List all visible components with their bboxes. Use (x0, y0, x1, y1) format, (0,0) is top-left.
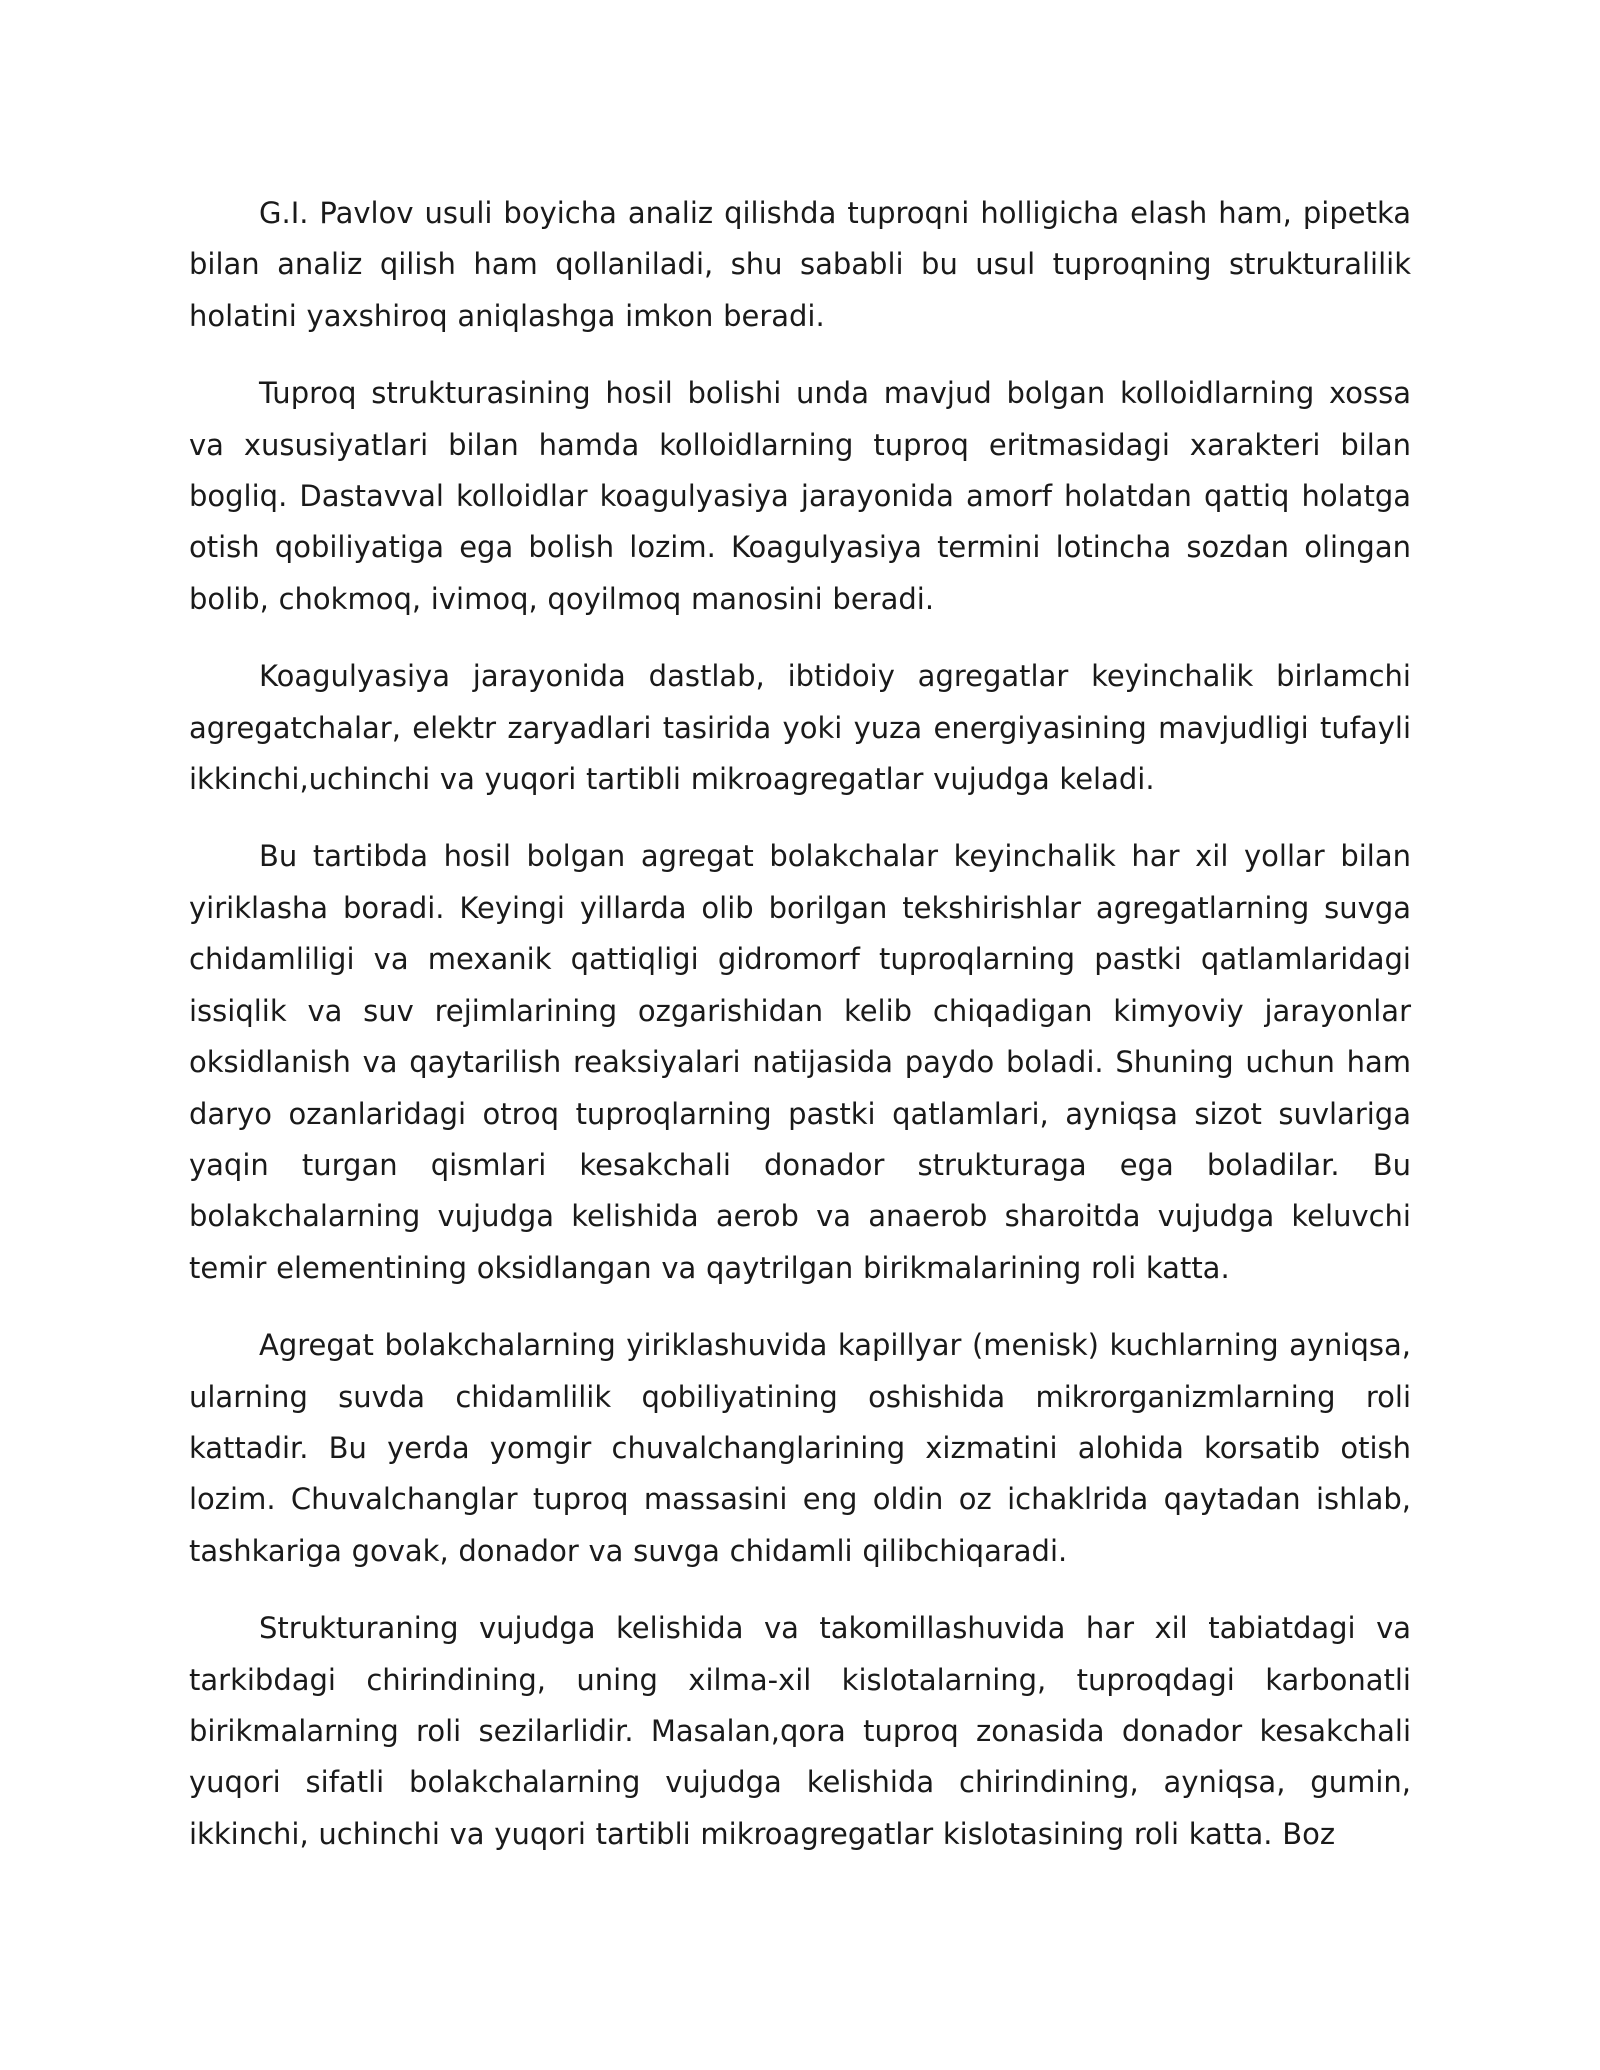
paragraph-6: Strukturaning vujudga kelishida va takomillashuvida har xil tabiatdagi va tarkibdagi chirindining, uning xilma-xil kislotalarning, tuproqdagi karbonatli birikmalarning roli sezilarlidir. Masalan,qora tuproq zonasida donador kesakchali yuqori sifatli bolakchalarning vujudga kelishida chirindining, ayniqsa, gumin, ikkinchi, uchinchi va yuqori tartibli mikroagregatlar kislotasining roli katta. Boz (189, 1611, 1411, 1851)
paragraph-4: Bu tartibda hosil bolgan agregat bolakchalar keyinchalik har xil yollar bilan yiriklasha boradi. Keyingi yillarda olib borilgan tekshirishlar agregatlarning suvga chidamliligi va mexanik qattiqligi gidromorf tuproqlarning pastki qatlamlaridagi issiqlik va suv rejimlarining ozgarishidan kelib chiqadigan kimyoviy jarayonlar oksidlanish va qaytarilish reaksiyalari natijasida paydo boladi. Shuning uchun ham daryo ozanlaridagi otroq tuproqlarning pastki qatlamlari, ayniqsa sizot suvlariga yaqin turgan qismlari kesakchali donador strukturaga ega boladilar. Bu bolakchalarning vujudga kelishida aerob va anaerob sharoitda vujudga keluvchi temir elementining oksidlangan va qaytrilgan birikmalarining roli katta. (189, 839, 1411, 1285)
paragraph-1: G.I. Pavlov usuli boyicha analiz qilishda tuproqni holligicha elash ham, pipetka bilan analiz qilish ham qollaniladi, shu sababli bu usul tuproqning strukturalilik holatini yaxshiroq aniqlashga imkon beradi. (189, 196, 1411, 333)
paragraph-5: Agregat bolakchalarning yiriklashuvida kapillyar (menisk) kuchlarning ayniqsa, ularning suvda chidamlilik qobiliyatining oshishida mikrorganizmlarning roli kattadir. Bu yerda yomgir chuvalchanglarining xizmatini alohida korsatib otish lozim. Chuvalchanglar tuproq massasini eng oldin oz ichaklrida qaytadan ishlab, tashkariga govak, donador va suvga chidamli qilibchiqaradi. (189, 1328, 1411, 1568)
paragraph-2: Tuproq strukturasining hosil bolishi unda mavjud bolgan kolloidlarning xossa va xususiyatlari bilan hamda kolloidlarning tuproq eritmasidagi xarakteri bilan bogliq. Dastavval kolloidlar koagulyasiya jarayonida amorf holatdan qattiq holatga otish qobiliyatiga ega bolish lozim. Koagulyasiya termini lotincha sozdan olingan bolib, chokmoq, ivimoq, qoyilmoq manosini beradi. (189, 376, 1411, 616)
document-body (189, 188, 1411, 1886)
paragraph-3: Koagulyasiya jarayonida dastlab, ibtidoiy agregatlar keyinchalik birlamchi agregatchalar, elektr zaryadlari tasirida yoki yuza energiyasining mavjudligi tufayli ikkinchi,uchinchi va yuqori tartibli mikroagregatlar vujudga keladi. (189, 659, 1411, 797)
